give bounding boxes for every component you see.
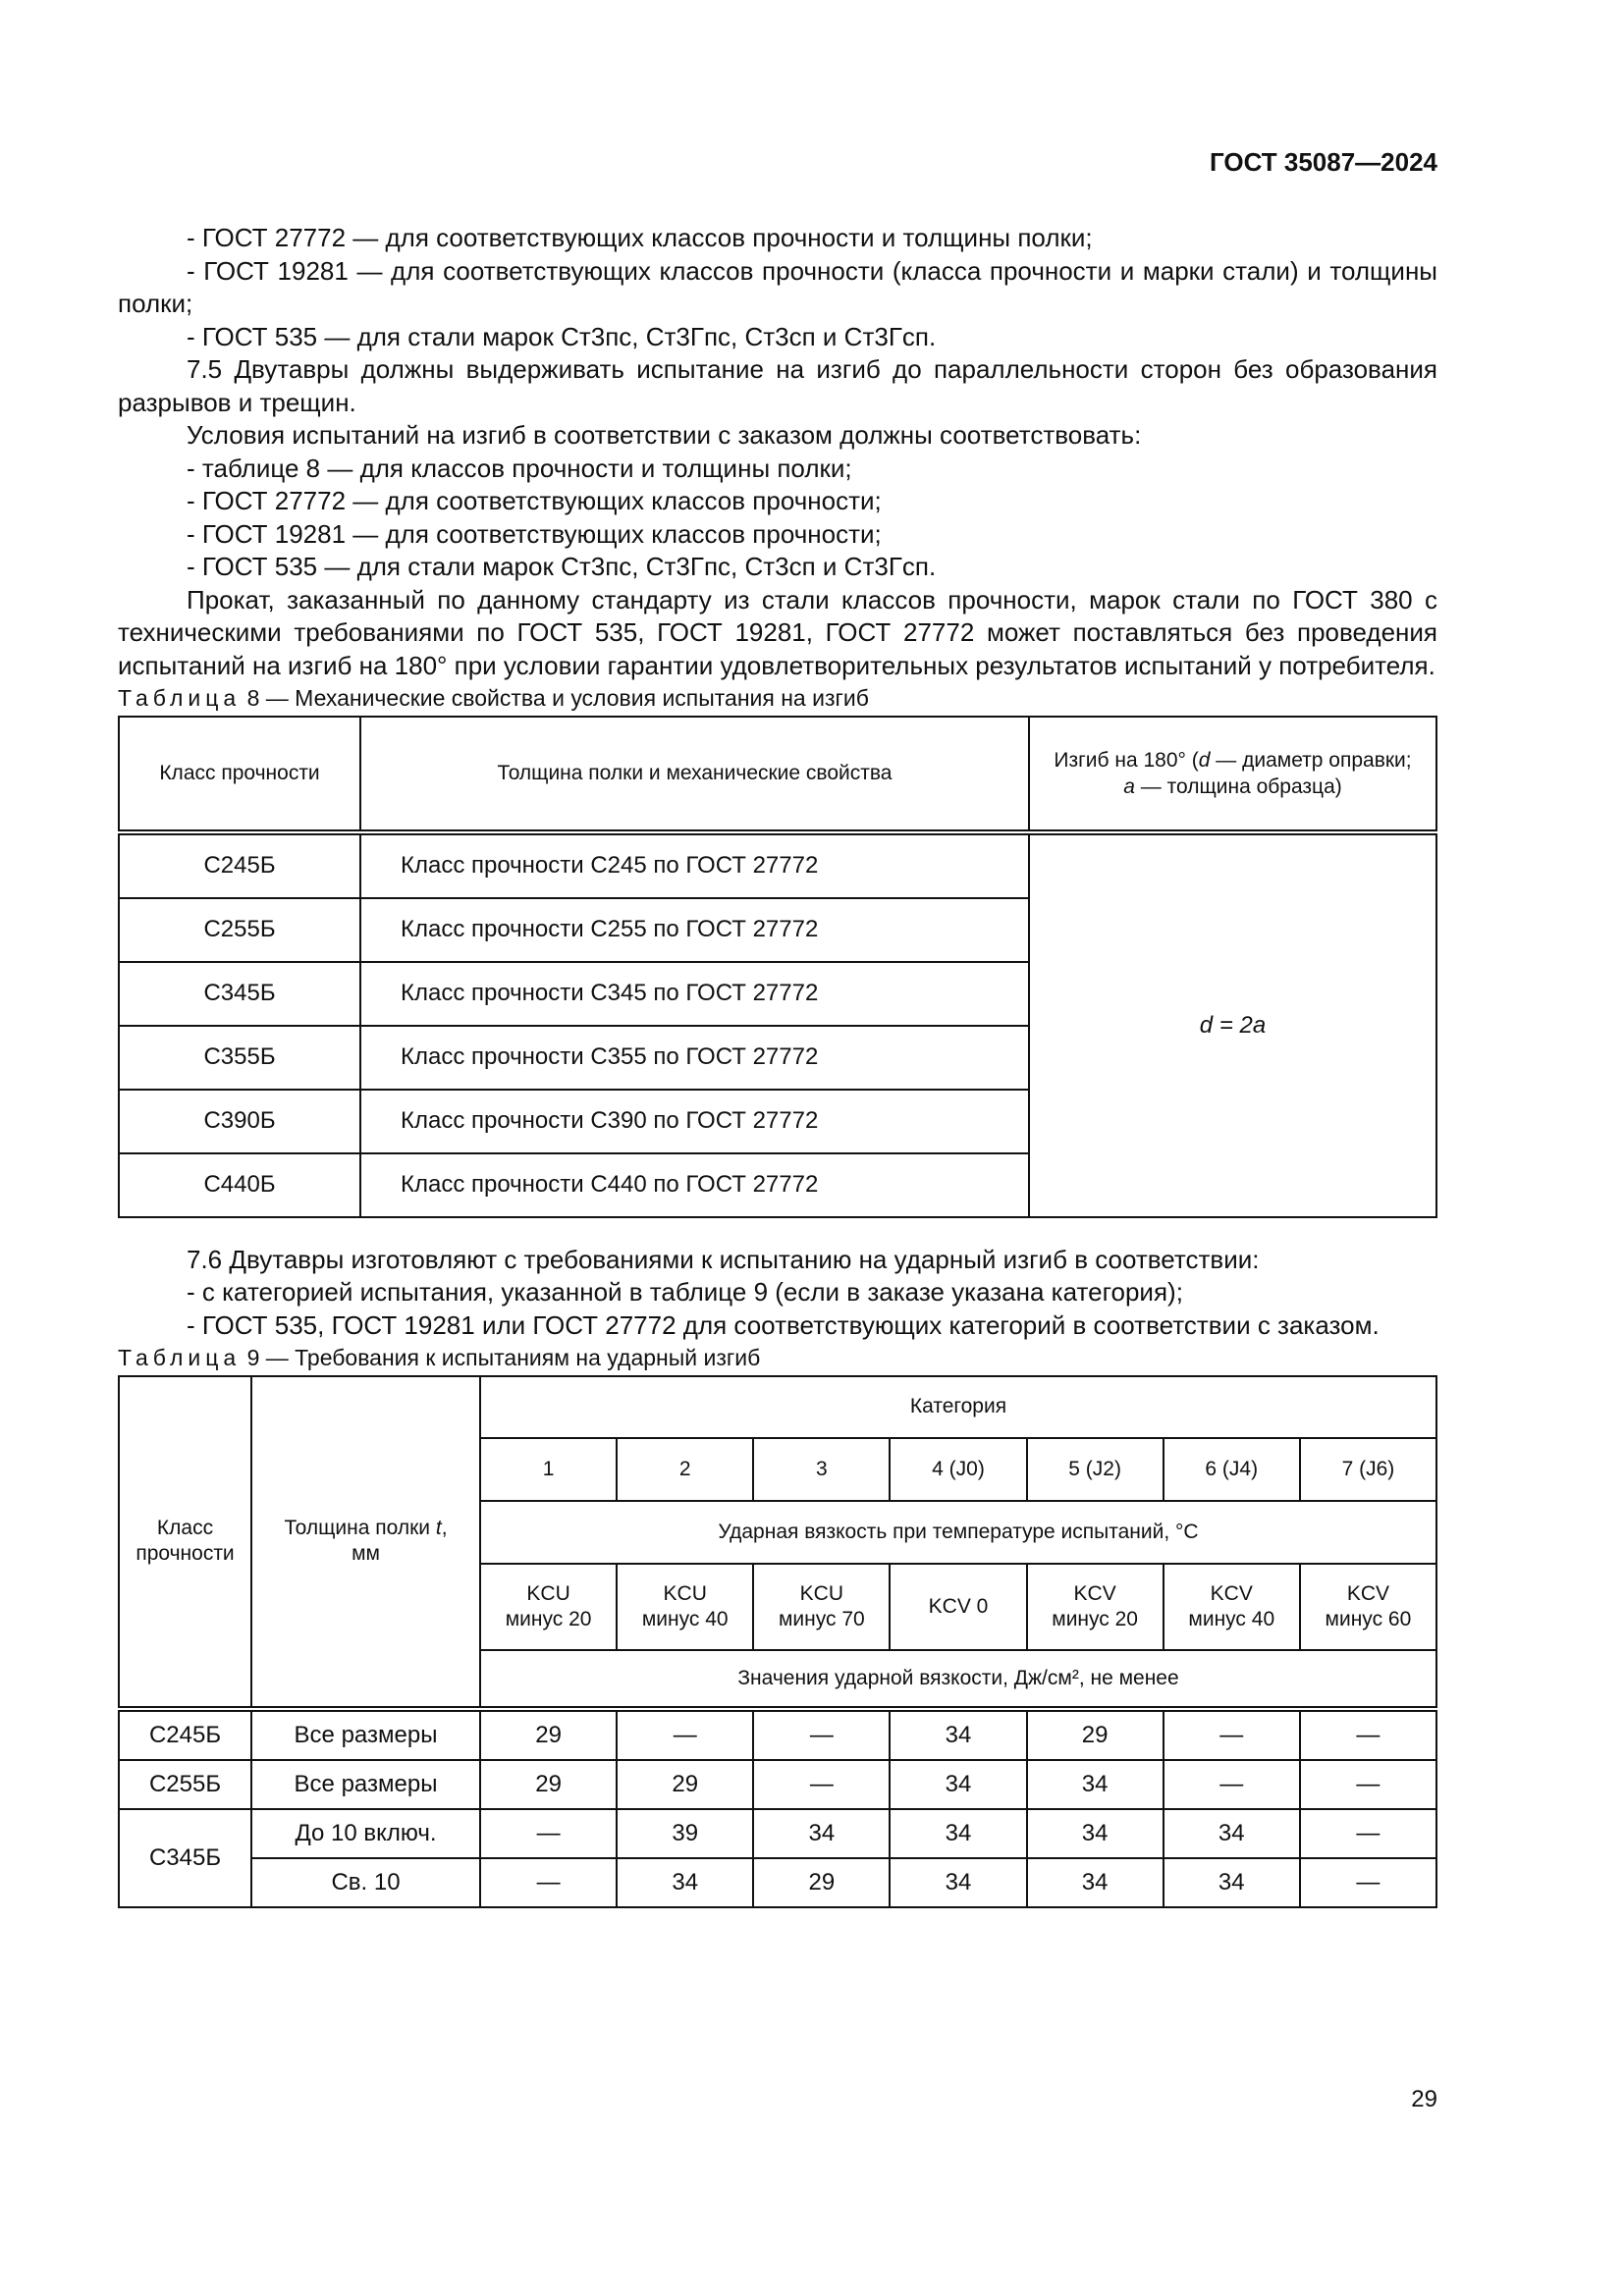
paragraphs-mid [118,1244,1437,1343]
paragraph: - ГОСТ 27772 — для соответствующих классов прочности и толщины полки; [187,223,1093,252]
th-class: Класс прочности [119,1376,251,1709]
paragraph: - ГОСТ 19281 — для соответствующих классов прочности; [187,518,882,549]
cell-value: — [1300,1709,1436,1760]
table9-caption: Таблица 9 — Требования к испытаниям на ударный изгиб [118,1345,761,1370]
cell-thickness: Класс прочности С440 по ГОСТ 27772 [360,1153,1029,1217]
cell-value: — [1164,1709,1300,1760]
test-type: KCV [1346,1581,1390,1605]
cell-value: 34 [1164,1858,1300,1907]
cell-class: С345Б [119,962,360,1026]
paragraph: - ГОСТ 535, ГОСТ 19281 или ГОСТ 27772 для соответствующих категорий в соответствии с заказом. [187,1309,1380,1340]
table-row [119,1709,1436,1760]
cell-class: С440Б [119,1153,360,1217]
th-thickness: Толщина полки и механические свойства [360,717,1029,832]
cell-value: 29 [617,1760,753,1809]
cell-value: 34 [890,1709,1026,1760]
paragraph: 7.5 Двутавры должны выдерживать испытание на изгиб до параллельности сторон без образования разрывов и трещин. [118,354,1437,417]
th-category-num: 5 (J2) [1027,1438,1164,1501]
test-type: KCV [1073,1581,1116,1605]
paragraph: - ГОСТ 535 — для стали марок Ст3пс, Ст3Гпс, Ст3сп и Ст3Гсп. [187,321,937,351]
cell-value: — [480,1858,617,1907]
cell-value: — [1300,1760,1436,1809]
th-temp-type [617,1564,753,1650]
test-type: KCV 0 [928,1594,989,1618]
paragraph: - таблице 8 — для классов прочности и толщины полки; [187,453,852,483]
cell-value: 34 [890,1809,1026,1858]
th-thickness: Толщина полки t, мм [251,1376,480,1709]
header-row [119,1376,1436,1438]
paragraph: Условия испытаний на изгиб в соответствии с заказом должны соответствовать: [187,420,1142,450]
temperature: минус 20 [505,1607,592,1630]
cell-value: 34 [753,1809,890,1858]
cell-bend: d = 2a [1029,832,1436,1217]
th-category-num: 2 [617,1438,753,1501]
test-type: KCU [526,1581,570,1605]
cell-value: 34 [1164,1809,1300,1858]
cell-value: — [1164,1760,1300,1809]
table-9 [118,1375,1437,1908]
table-row [119,832,1436,898]
temperature: минус 40 [1188,1607,1275,1630]
th-temp-type [1164,1564,1300,1650]
cell-value: — [1300,1809,1436,1858]
cell-class: С255Б [119,1760,251,1809]
cell-class: С355Б [119,1026,360,1090]
paragraph: - с категорией испытания, указанной в таблице 9 (если в заказе указана категория); [187,1277,1183,1307]
cell-value: 29 [753,1858,890,1907]
th-category-num: 1 [480,1438,617,1501]
page-body [118,222,1437,1908]
cell-value: 34 [617,1858,753,1907]
paragraphs-top [118,222,1437,682]
paragraph: Прокат, заказанный по данному стандарту из стали классов прочности, марок стали по ГОСТ 380 с техническими требованиями по ГОСТ 535, ГОСТ 19281, ГОСТ 27772 может поставляться без проведения испытаний на изгиб на 180° при условии гарантии удовлетворительных результатов испытаний у потребителя. [118,584,1437,680]
th-category-num: 3 [753,1438,890,1501]
cell-value: 29 [480,1760,617,1809]
cell-thickness: Св. 10 [251,1858,480,1907]
cell-value: — [617,1709,753,1760]
th-temp-type [753,1564,890,1650]
cell-value: — [753,1760,890,1809]
temperature: минус 70 [778,1607,865,1630]
cell-thickness: Класс прочности С390 по ГОСТ 27772 [360,1090,1029,1153]
table-row [119,1809,1436,1858]
th-category: Категория [480,1376,1436,1438]
cell-value: 34 [1027,1858,1164,1907]
table-8 [118,716,1437,1218]
temperature: минус 20 [1052,1607,1138,1630]
cell-value: 34 [890,1760,1026,1809]
cell-thickness: До 10 включ. [251,1809,480,1858]
cell-value: 39 [617,1809,753,1858]
cell-class: С255Б [119,898,360,962]
cell-value: 29 [480,1709,617,1760]
th-category-num: 6 (J4) [1164,1438,1300,1501]
temperature: минус 40 [641,1607,729,1630]
cell-class: С245Б [119,1709,251,1760]
test-type: KCU [663,1581,707,1605]
cell-value: — [480,1809,617,1858]
cell-thickness: Класс прочности С355 по ГОСТ 27772 [360,1026,1029,1090]
test-type: KCV [1210,1581,1253,1605]
th-bend: Изгиб на 180° (d — диаметр оправки; a — толщина образца) [1029,717,1436,832]
cell-thickness: Класс прочности С345 по ГОСТ 27772 [360,962,1029,1026]
th-temp-type [890,1564,1026,1650]
table-row [119,1760,1436,1809]
cell-value: 29 [1027,1709,1164,1760]
paragraph: 7.6 Двутавры изготовляют с требованиями к испытанию на ударный изгиб в соответствии: [187,1244,1260,1274]
cell-thickness: Все размеры [251,1760,480,1809]
th-temp: Ударная вязкость при температуре испытаний, °С [480,1501,1436,1564]
cell-thickness: Все размеры [251,1709,480,1760]
test-type: KCU [799,1581,844,1605]
temperature: минус 60 [1325,1607,1412,1630]
cell-class: С345Б [119,1809,251,1907]
cell-class: С390Б [119,1090,360,1153]
table8-caption: Таблица 8 — Механические свойства и условия испытания на изгиб [118,685,869,711]
document-header: ГОСТ 35087—2024 [1210,147,1437,177]
th-temp-type [1027,1564,1164,1650]
cell-value: — [1300,1858,1436,1907]
th-class: Класс прочности [119,717,360,832]
cell-value: 34 [1027,1760,1164,1809]
th-temp-type [480,1564,617,1650]
th-values: Значения ударной вязкости, Дж/см², не менее [480,1650,1436,1709]
cell-value: 34 [890,1858,1026,1907]
th-temp-type [1300,1564,1436,1650]
cell-thickness: Класс прочности С255 по ГОСТ 27772 [360,898,1029,962]
page-number: 29 [1411,2086,1437,2112]
paragraph: - ГОСТ 535 — для стали марок Ст3пс, Ст3Гпс, Ст3сп и Ст3Гсп. [187,552,937,581]
table-row [119,1858,1436,1907]
th-category-num: 4 (J0) [890,1438,1026,1501]
cell-class: С245Б [119,832,360,898]
th-category-num: 7 (J6) [1300,1438,1436,1501]
paragraph: - ГОСТ 27772 — для соответствующих классов прочности; [187,486,882,515]
cell-value: 34 [1027,1809,1164,1858]
cell-thickness: Класс прочности С245 по ГОСТ 27772 [360,832,1029,898]
paragraph: - ГОСТ 19281 — для соответствующих классов прочности (класса прочности и марки стали) и толщины полки; [118,255,1437,318]
cell-value: — [753,1709,890,1760]
